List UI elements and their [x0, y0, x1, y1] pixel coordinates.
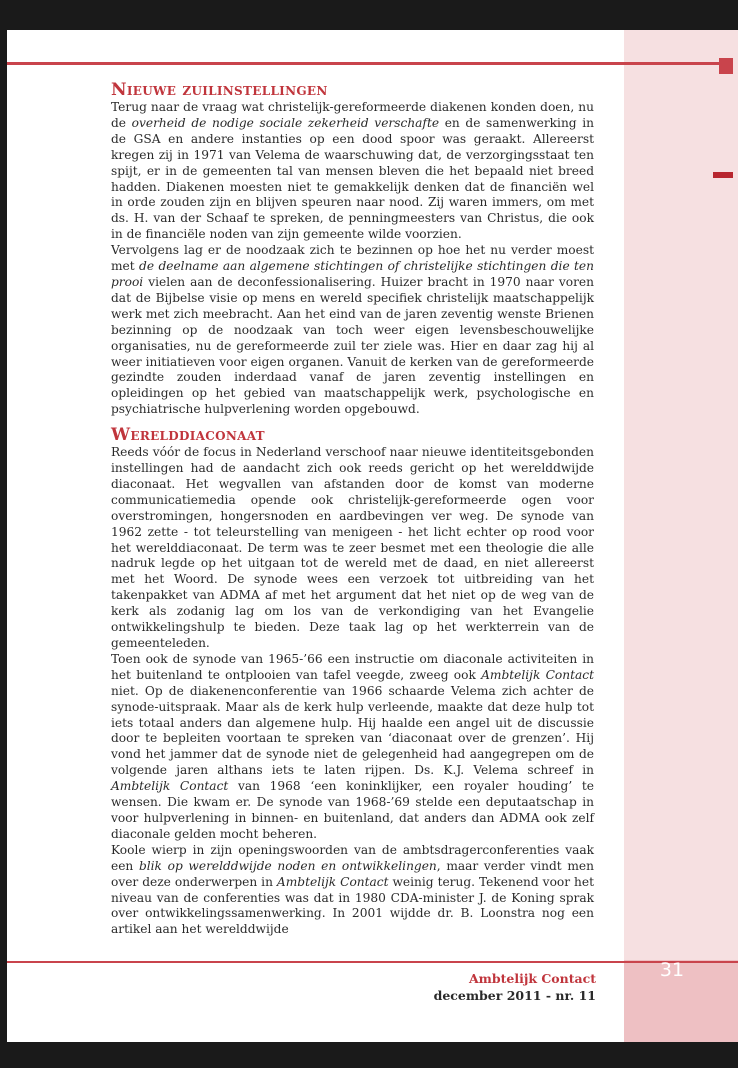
scan-border-left	[0, 0, 7, 1068]
paragraph	[111, 445, 594, 652]
italic-run: Ambtelijk Contact	[111, 779, 229, 794]
scan-border-bottom	[0, 1042, 738, 1068]
paragraph	[111, 652, 594, 843]
text-run: Reeds vóór de focus in Nederland verschoof naar nieuwe identiteitsgebonden instellingen had de aandacht zich ook reeds gericht op het werelddwijde diaconaat. Het wegvallen van afstanden door de komst van moderne communicatiemedia opende ook christelijk-gereformeerde ogen voor overstromingen, hongersnoden en aardbevingen ver weg. De synode van 1962 zette - tot teleurstelling van menigeen - het licht echter op rood voor het werelddiaconaat. De term was te zeer besmet met een theologie die alle nadruk legde op het uitgaan tot de wereld met de daad, en niet allereerst met het Woord. De synode wees een verzoek tot uitbreiding van het takenpakket van ADMA af met het argument dat het niet op de weg van de kerk als zodanig lag om los van de verkondiging van het Evangelie ontwikkelingshulp te bieden. Deze taak lag op het werkterrein van de gemeenteleden.	[111, 445, 594, 650]
italic-run: de deelname aan algemene stichtingen of christelijke stichtingen die ten prooi	[111, 259, 594, 289]
top-rule-tab	[719, 58, 733, 74]
publication-title: Ambtelijk Contact	[468, 971, 596, 986]
bottom-rule	[7, 961, 738, 963]
text-run: , maar verder vindt men over deze onderwerpen in	[111, 858, 594, 889]
text-run: weinig terug. Tekenend voor het niveau van de conferenties was dat in 1980 CDA-minister J. de Koning sprak over ontwikkelingssamenwerking. In 2001 wijdde dr. B. Loonstra nog een artikel aan het werelddwijde	[111, 874, 594, 937]
italic-run: Ambtelijk Contact	[276, 874, 389, 889]
side-marker	[713, 172, 733, 178]
paragraph	[111, 100, 594, 243]
italic-run: overheid de nodige sociale zekerheid verschafte	[131, 115, 440, 130]
paragraph	[111, 843, 594, 938]
pink-sidebar	[624, 30, 738, 1042]
top-rule	[7, 62, 719, 65]
paragraph	[111, 243, 594, 418]
text-run: van 1968 ‘een koninklijker, een royaler houding’ te wensen. Die kwam er. De synode van 1968-’69 stelde een deputaatschap in voor hulpverlening in binnen- en buitenland, dat anders dan ADMA ook zelf diaconale gelden mocht beheren.	[111, 779, 594, 841]
text-run: en de samenwerking in de GSA en andere instanties op een dood spoor was geraakt. Allereerst kregen zij in 1971 van Velema de waarschuwing dat, de verzorgingsstaat ten spijt, er in de gemeenten tal van mensen bleven die het bepaald niet breed hadden. Diakenen moesten niet te gemakkelijk denken dat de financiën wel in orde zouden zijn en blijven speuren naar nood. Zij waren immers, om met ds. H. van der Schaaf te spreken, de penningmeesters van Christus, die ook in de financiële noden van zijn gemeente wilde voorzien.	[111, 115, 594, 242]
text-run: Vervolgens lag er de noodzaak zich te bezinnen op hoe het nu verder moest met	[111, 243, 594, 274]
italic-run: blik op werelddwijde noden en ontwikkelingen	[138, 858, 437, 873]
text-run: niet. Op de diakenenconferentie van 1966 schaarde Velema zich achter de synode-uitspraak. Maar als de kerk hulp verleende, maakte dat deze hulp tot iets totaal anders dan algemene hulp. Hij haalde een angel uit de discussie door te bepleiten voortaan te spreken van ‘diaconaat over de grenzen’. Hij vond het jammer dat de synode niet de gelegenheid had aangegrepen om de volgende jaren althans iets te laten rijpen. Ds. K.J. Velema schreef in	[111, 683, 594, 778]
section-heading: Nieuwe zuilinstellingen	[111, 80, 328, 100]
page-number: 31	[659, 959, 685, 981]
scan-border-top	[0, 0, 738, 30]
italic-run: Ambtelijk Contact	[481, 667, 594, 682]
text-run: vielen aan de deconfessionalisering. Huizer bracht in 1970 naar voren dat de Bijbelse visie op mens en wereld specifiek christelijk maatschappelijk werk met zich meebracht. Aan het eind van de jaren zeventig wenste Brienen bezinning op de noodzaak van toch weer eigen levensbeschouwelijke organisaties, nu de gereformeerde zuil ter ziele was. Hier en daar zag hij al weer initiatieven voor eigen organen. Vanuit de kerken van de gereformeerde gezindte zouden inderdaad vanaf de jaren zeventig instellingen en opleidingen op het gebied van maatschappelijk werk, psychologische en psychiatrische hulpverlening worden opgebouwd.	[111, 274, 594, 417]
text-run: Toen ook de synode van 1965-’66 een instructie om diaconale activiteiten in het buitenland te ontplooien van tafel veegde, zweeg ook	[111, 651, 594, 682]
page-footer	[434, 970, 596, 1004]
section-heading: Werelddiaconaat	[111, 425, 265, 446]
issue-label: december 2011 - nr. 11	[433, 988, 596, 1003]
article-body	[111, 80, 594, 938]
text-run: Terug naar de vraag wat christelijk-gereformeerde diakenen konden doen, nu de	[111, 100, 594, 130]
text-run: Koole wierp in zijn openingswoorden van de ambtsdragerconferenties vaak een	[111, 842, 594, 873]
